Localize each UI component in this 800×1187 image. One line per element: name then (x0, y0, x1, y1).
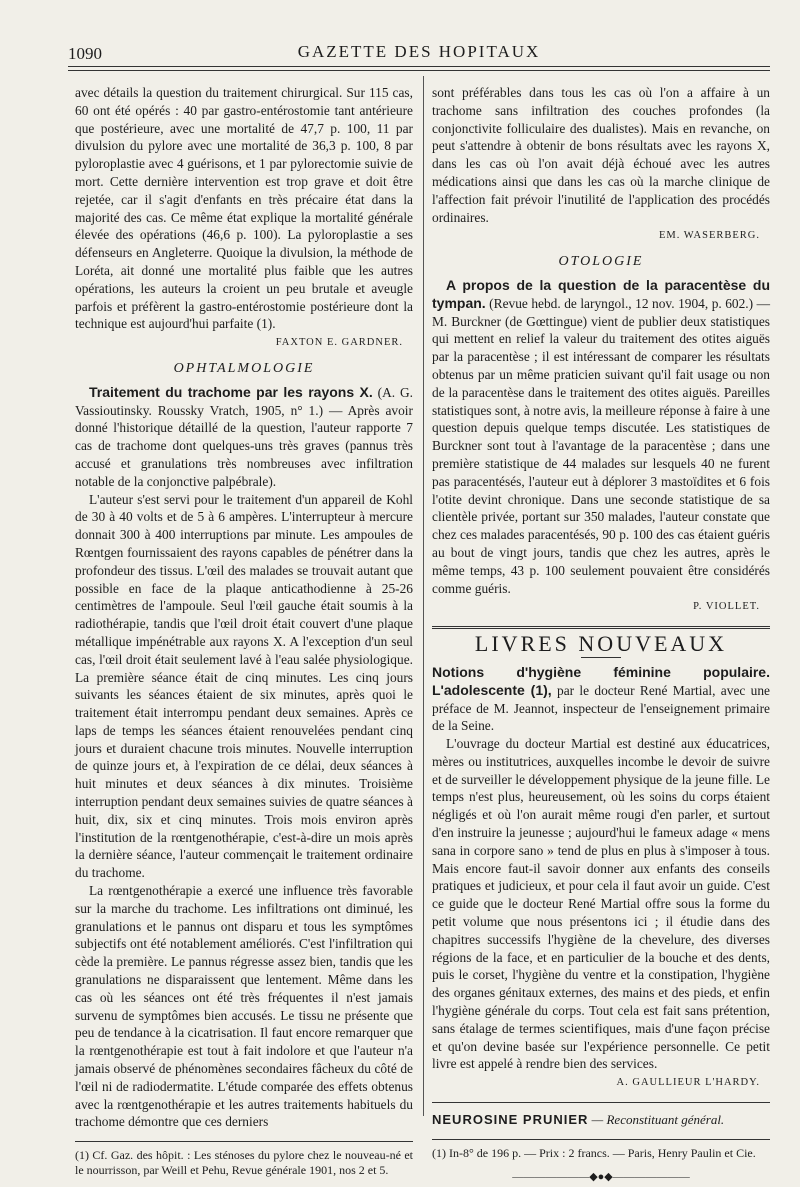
article-lead-paracentese: (Revue hebd. de laryngol., 12 nov. 1904, p. 602.) — M. Burckner (de Gœttingue) vient de publier deux statistiques qui mettent en relief la valeur du traitement des otites aiguës par la paracentèse ; il est intéressant de comparer les résultats obtenus par un même praticien suivant qu'il fait usage ou non de la paracentèse dans le traitement des otites aiguës. Pareilles statistiques sont, à notre avis, la meilleure réponse à faire à une question depuis quelque temps discutée. Les statistiques de Burckner sont tout à l'avantage de la paracentèse ; dans une première statistique de 44 malades sur lesquels 40 ne furent pas paracentésés, l'auteur eut à déplorer 3 mastoïdites et 6 fois l'otite devint chronique. Dans une seconde statistique de sa clientèle privée, portant sur 350 malades, l'auteur constate que chez ces malades paracentésés, 90 p. 100 des cas étaient guéris au bout de vingt jours, tandis que chez les autres, après le même temps, 43 p. 100 seulement pouvaient être considérés comme guéris. (432, 295, 770, 596)
ad-brand: NEUROSINE PRUNIER (432, 1112, 589, 1128)
article-title-paracentese: A propos de la question de la paracentèse du tympan. (432, 276, 770, 311)
right-paragraph-2: L'ouvrage du docteur Martial est destiné aux éducatrices, mères ou institutrices, auxquelles incombe le devoir de suivre et de surveiller le développement physique de la jeune fille. Le temps n'est plus, heureusement, où les soins du corps étaient négligés et où l'on aurait même rougi d'en parler, et surtout d'en instruire la jeunesse ; aujourd'hui le fameux adage « mens sana in corpore sano » tend de plus en plus à s'imposer à tous. Mais encore faut-il savoir donner aux enfants des conseils pratiques et judicieux, et pour cela il faut avoir un guide. C'est ce guide que le docteur René Martial offre sous la forme du petit volume que nous présentons ici ; il étudie dans des chapitres successifs l'hygiène de la chevelure, des diverses régions de la face, et en particulier de la bouche et des dents, puis le corset, l'hygiène du ventre et la constipation, l'hygiène des organes génitaux externes, des mains et des pieds, et enfin l'hygiène générale du corps. Tout cela est fait sans prétention, sans étalage de termes scientifiques, mais d'une façon précise et qu'on devine basée sur l'expérience personnelle. Ce petit livre est appelé à rendre bien des services. (432, 736, 770, 1072)
ad-description: — Reconstituant général. (588, 1112, 725, 1128)
header-rule-bottom (68, 70, 770, 71)
left-paragraph-3: La rœntgenothérapie a exercé une influence très favorable sur la marche du trachome. Les infiltrations ont diminué, les granulations et le pannus ont disparu et tous les symptômes subjectifs ont été notablement améliorés. C'est l'infiltration qui cède la première. Le pannus régresse assez bien, tandis que les granulations ne disparaissent que lentement. Même dans les cas où les séances ont été très fréquentes il n'est jamais survenu de symptômes bien accusés. Le tissu ne présente que peu de tendance à la cicatrisation. Il faut encore remarquer que la rœntgenothérapie est tout à fait indolore et que l'auteur n'a jamais observé de phénomènes secondaires fâcheux du côté de l'œil ni de radiodermatite. L'étude comparée des effets obtenus avec la rœntgenothérapie et les autres traitements habituels du trachome démontre que ces derniers (75, 883, 413, 1130)
article-hygiene (432, 664, 770, 735)
ad-rule-top (432, 1102, 770, 1103)
footnote-left: (1) Cf. Gaz. des hôpit. : Les sténoses du pylore chez le nouveau-né et le nourrisson, par Weill et Pehu, Revue générale 1901, nos 2 et 5. (75, 1148, 413, 1178)
end-ornament: ———————◆●◆——————— (512, 1170, 690, 1183)
right-column (432, 84, 770, 1187)
section-double-rule (432, 626, 770, 629)
left-paragraph-1: avec détails la question du traitement chirurgical. Sur 115 cas, 60 ont été opérés : 40 par gastro-entérostomie tant antérieure que postérieure, avec une mortalité de 47,7 p. 100, 11 par divulsion du pylore avec une mortalité de 36,3 p. 100, 8 par pyloroplastie avec 4 guérisons, et 1 par pylorectomie suivie de mort. Cette dernière intervention est trop grave et doit être rejetée, car il s'agit d'enfants en très précaire état dans la majorité des cas. Ce même état explique la mortalité générale élevée des opérations (46,6 p. 100). La pyloroplastie a ses défenseurs en Angleterre. Quoique la divulsion, la méthode de Loréta, ait donné une mortalité plus faible que les autres opérations, les auteurs la croient un peu brutale et aveugle parfois et préfèrent la gastro-entérostomie postérieure dont la technique est aujourd'hui parfaite (1). (75, 85, 413, 332)
article-title-trachome: Traitement du trachome par les rayons X. (89, 383, 373, 400)
journal-title: GAZETTE DES HOPITAUX (297, 42, 541, 61)
page-header (68, 40, 770, 64)
page-number: 1090 (68, 44, 102, 63)
author-signature-waserberg: EM. WASERBERG. (658, 230, 760, 242)
author-signature-viollet: P. VIOLLET. (693, 601, 760, 613)
left-paragraph-2: L'auteur s'est servi pour le traitement d'un appareil de Kohl de 30 à 40 volts et de 5 à 6 ampères. L'interrupteur à mercure donnait 300 à 400 interruptions par minute. Les ampoules de Rœntgen fournissaient des rayons capables de pénétrer dans la profondeur des tissus. L'œil des malades se trouvait autant que possible en face de la plaque anticathodienne à 25-26 centimètres de l'ampoule. Seul l'œil gauche était soumis à la radiothérapie, tandis que l'œil droit était couvert d'une plaque métallique impénétrable aux rayons X. A l'exception d'un seul cas, l'œil droit était seulement lavé à l'eau salée physiologique. La première séance était de cinq minutes. Les cinq jours suivants les séances étaient de six minutes, après quoi le traitement était interrompu pendant deux semaines. Après ce laps de temps les séances étaient renouvelées pendant cinq jours et duraient chacune trois minutes. Nouvelle interruption de quinze jours et, à l'expiration de ce délai, deux séances à huit minutes et deux séances à dix minutes. Troisième interruption pendant deux semaines suivies de quatre séances à huit, dix, six et cinq minutes. Trois mois environ après l'institution de la rœntgenothérapie, c'est-à-dire un mois après la dernière séance, l'auteur commençait le traitement ordinaire du trachome. (75, 491, 413, 881)
footnote-rule-right (432, 1139, 770, 1140)
section-title-livres-nouveaux: LIVRES NOUVEAUX (474, 631, 728, 657)
footnote-rule-left (75, 1141, 413, 1142)
article-paracentese (432, 277, 770, 597)
advertisement-neurosine (432, 1111, 770, 1129)
column-divider (423, 76, 424, 1116)
title-short-rule (581, 657, 621, 658)
author-signature-gaullieur: A. GAULLIEUR L'HARDY. (616, 1077, 760, 1089)
article-lead-hygiene: par le docteur René Martial, avec une préface de M. Jeannot, inspecteur de l'enseignement primaire de la Seine. (432, 682, 770, 734)
article-title-hygiene: Notions d'hygiène féminine populaire. L'adolescente (1), (432, 663, 770, 698)
header-rule-top (68, 66, 770, 67)
section-title-ophtalmologie: OPHTALMOLOGIE (173, 360, 315, 376)
author-signature-gardner: FAXTON E. GARDNER. (275, 337, 403, 349)
right-paragraph-1: sont préférables dans tous les cas où l'on a affaire à un trachome sans infiltration des couches profondes (la conjonctivite folliculaire des dualistes). Mais en revanche, on peut s'attendre à obtenir de bons résultats avec les rayons X, dans les cas où l'on avait déjà échoué avec les autres médications ainsi que dans les cas où la marche clinique de l'affection fait prévoir l'inutilité de l'application des procédés ordinaires. (432, 85, 770, 225)
article-trachome (75, 384, 413, 491)
section-title-otologie: OTOLOGIE (558, 254, 644, 270)
article-lead-trachome: (A. G. Vassioutinsky. Roussky Vratch, 1905, n° 1.) — Après avoir donné l'historique détaillé de la question, l'auteur rapporte 7 cas de trachome dont quelques-uns très graves (pannus très accusé et granulations très nombreuses avec infiltration notable de la conjonctive palpébrale). (75, 384, 413, 489)
footnote-right: (1) In-8° de 196 p. — Prix : 2 francs. — Paris, Henry Paulin et Cie. (432, 1145, 756, 1160)
left-column (75, 84, 413, 1178)
